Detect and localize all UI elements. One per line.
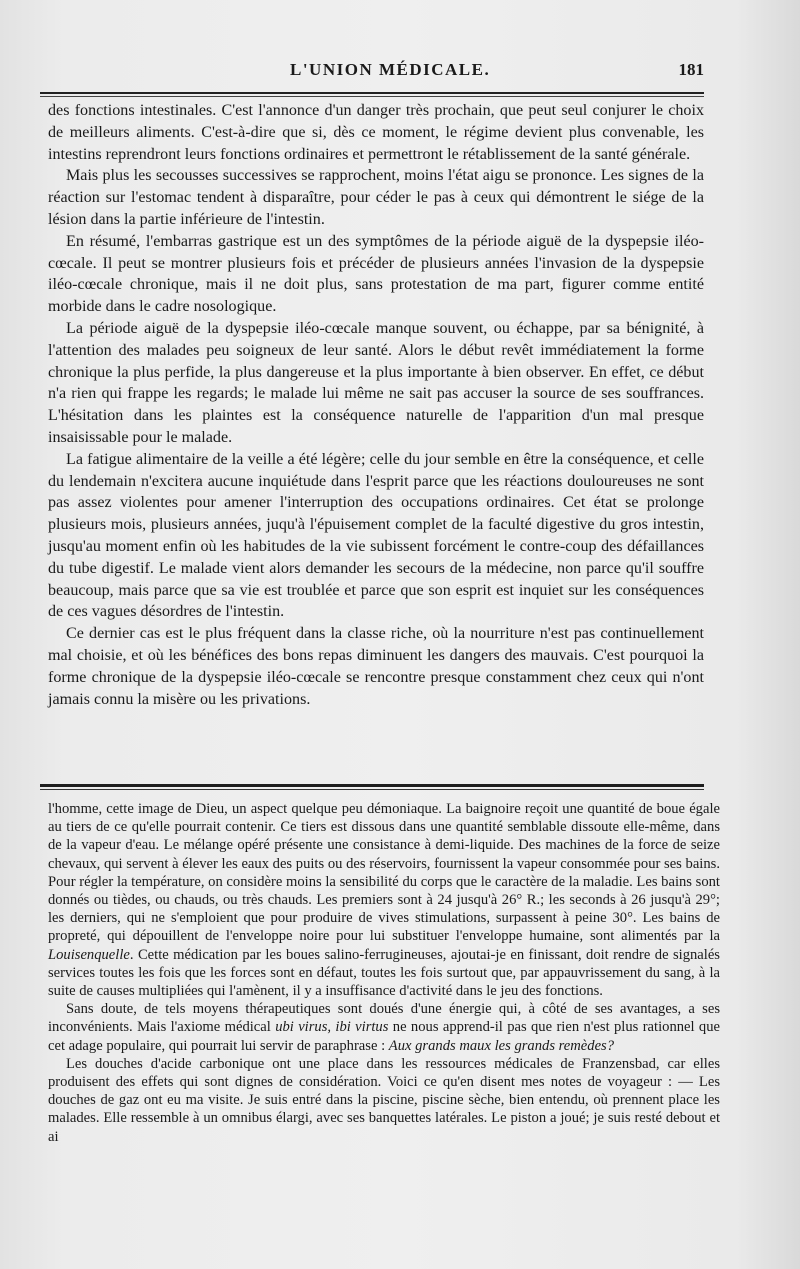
page-number: 181 xyxy=(678,60,704,79)
feuilleton-separator-rule xyxy=(40,784,704,790)
article-paragraph: La période aiguë de la dyspepsie iléo-cœcale manque souvent, ou échappe, par sa bénignité, à l'attention des malades peu soigneux de leur santé. Alors le début revêt immédiatement la forme chronique la plus perfide, la plus dangereuse et la plus importante à bien observer. En effet, ce début n'a rien qui frappe les regards; le malade lui même ne sait pas accuser la source de ses souffrances. L'hésitation dans les plaintes est la conséquence naturelle de l'apparition d'un mal presque insaisissable pour le malade. xyxy=(48,319,704,446)
text-span: Sans doute, de tels moyens thérapeutiques sont doués d'une énergie qui, à côté de ses avantages, a ses inconvénients. Mais l'axiome médical xyxy=(48,1001,720,1036)
text-span: l'homme, cette image de Dieu, un aspect quelque peu démoniaque. La baignoire reçoit une quantité de boue égale au tiers de ce qu'elle pourrait contenir. Ce tiers est dissous dans une quantité semblable dissoute elle-même, dans de la vapeur d'eau. Le mélange opéré présente une consistance à demi-liquide. Des machines de la force de seize chevaux, qui servent à élever les eaux des puits ou des réservoirs, fournissent la vapeur consommée pour ses bains. Pour régler la température, on considère moins la sensibilité du corps que le caractère de la maladie. Les bains sont donnés ou tièdes, ou chauds, ou très chauds. Les premiers sont à 24 jusqu'à 26° R.; les seconds à 26 jusqu'à 29°; les derniers, qui ne s'emploient que pour produire de vives stimulations, surpassent à peine 30°. Les bains de propreté, qui dépouillent de l'enveloppe noire pour lui substituer l'enveloppe humaine, sont alimentés par la xyxy=(48,801,720,945)
article-paragraph: La fatigue alimentaire de la veille a été légère; celle du jour semble en être la conséquence, et celle du lendemain n'excitera aucune inquiétude dans l'esprit parce que les réactions douloureuses ne sont pas assez violentes pour amener l'interruption des occupations ordinaires. Cet état se prolonge plusieurs mois, plusieurs années, juqu'à l'épuisement complet de la faculté digestive du gros intestin, jusqu'au moment enfin où les habitudes de la vie subissent forcément le contre-coup des défaillances du tube digestif. Le malade vient alors demander les secours de la médecine, non parce qu'il souffre beaucoup, mais parce que sa vie est troublée et parce que son esprit est inquiet sur les conséquences de ces vagues désordres de l'intestin. xyxy=(48,450,704,621)
running-title: L'UNION MÉDICALE. xyxy=(290,60,491,79)
feuilleton-paragraph: Les douches d'acide carbonique ont une place dans les ressources médicales de Franzensbad, car elles produisent des effets qui sont dignes de considération. Voici ce qu'en disent mes notes de voyageur : — Les douches de gaz ont eu ma visite. Je suis entré dans la piscine, piscine sèche, bien entendu, où prennent place les malades. Elle ressemble à un omnibus élargi, avec ses banquettes latérales. Le piston a joué; je suis resté debout et ai xyxy=(48,1055,720,1145)
italic-term: Louisenquelle xyxy=(48,946,130,963)
text-span: . Cette médication par les boues salino-ferrugineuses, ajoutai-je en finissant, doit rendre de signalés services toutes les fois que les forces sont en défaut, toutes les fois surtout que, par appauvrissement du sang, à la suite de causes multipliées qui l'amènent, il y a insuffisance d'activité dans le jeu des fonctions. xyxy=(48,946,720,1000)
text-span: ne nous apprend-il pas que rien n'est plus rationnel que cet adage populaire, qui pourrait lui servir de paraphrase : xyxy=(48,1019,721,1054)
main-article xyxy=(48,100,704,710)
feuilleton-paragraph xyxy=(48,1000,720,1055)
feuilleton-section xyxy=(48,800,720,1146)
header-rule xyxy=(40,92,704,97)
italic-phrase: Aux grands maux les grands remèdes? xyxy=(388,1037,615,1054)
article-paragraph: des fonctions intestinales. C'est l'annonce d'un danger très prochain, que peut seul conjurer le choix de meilleurs aliments. C'est-à-dire que si, dès ce moment, le régime devient plus convenable, les intestins reprendront leurs fonctions ordinaires et permettront le rétablissement de la santé générale. xyxy=(48,102,704,163)
italic-term: ubi virus, ibi virtus xyxy=(275,1019,389,1036)
article-paragraph: Ce dernier cas est le plus fréquent dans la classe riche, où la nourriture n'est pas continuellement mal choisie, et où les bénéfices des bons repas diminuent les dangers des mauvais. C'est pourquoi la forme chronique de la dyspepsie iléo-cœcale se rencontre presque constamment chez ceux qui n'ont jamais connu la misère ou les privations. xyxy=(48,625,704,708)
feuilleton-paragraph xyxy=(48,800,720,1000)
article-paragraph: Mais plus les secousses successives se rapprochent, moins l'état aigu se prononce. Les signes de la réaction sur l'estomac tendent à disparaître, pour céder le pas à ceux qui démontrent le siége de la lésion dans la partie inférieure de l'intestin. xyxy=(48,167,704,228)
page-header xyxy=(50,60,704,82)
article-paragraph: En résumé, l'embarras gastrique est un des symptômes de la période aiguë de la dyspepsie iléo-cœcale. Il peut se montrer plusieurs fois et précéder de plusieurs années l'invasion de la dyspepsie iléo-cœcale chronique, mais il ne doit plus, sans protestation de ma part, figurer comme entité morbide dans le cadre nosologique. xyxy=(48,232,704,316)
